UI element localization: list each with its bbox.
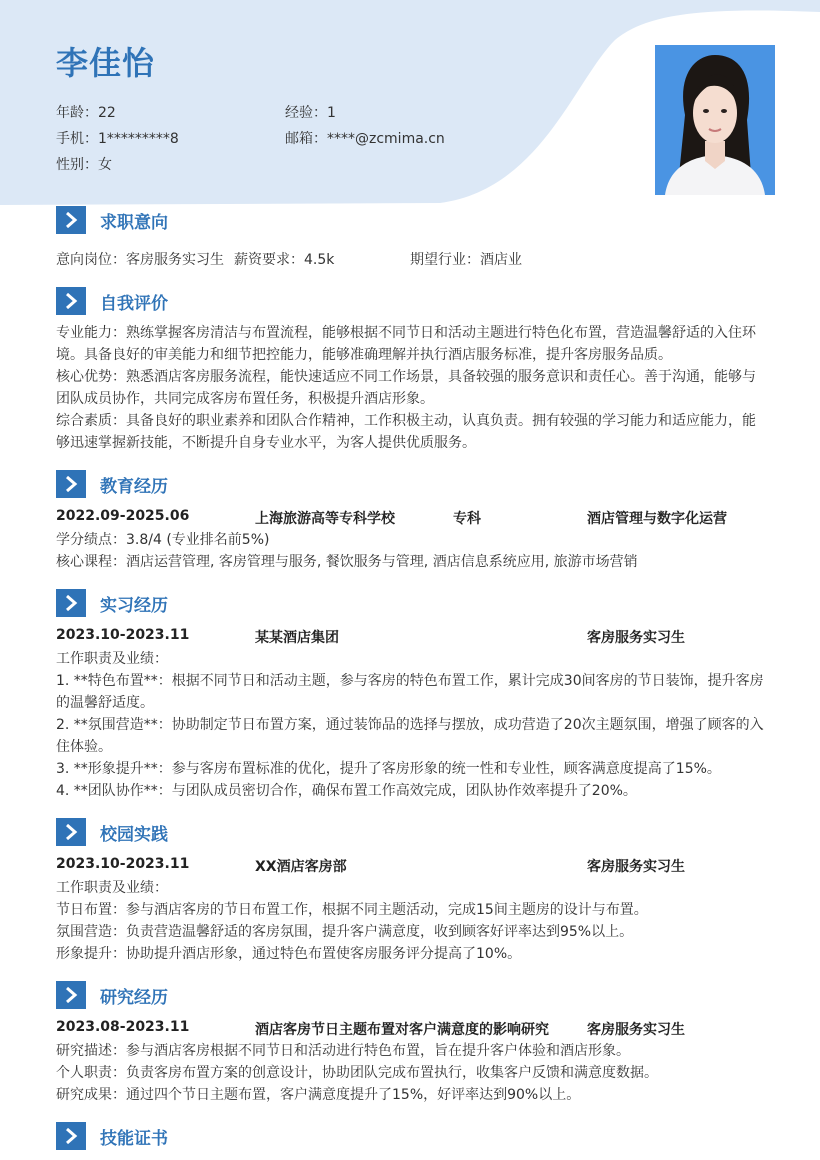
section-title-text: 实习经历 xyxy=(100,596,168,616)
intent-industry: 期望行业：酒店业 xyxy=(410,252,522,268)
section-title-text: 技能证书 xyxy=(100,1129,168,1149)
chevron-right-icon xyxy=(56,470,86,498)
internship-line: 3. **形象提升**：参与客房布置标准的优化，提升了客房形象的统一性和专业性，顾客满意度提高了15%。 xyxy=(56,761,721,777)
self-eval-paragraph: 专业能力：熟练掌握客房清洁与布置流程，能够根据不同节日和活动主题进行特色化布置，营造温馨舒适的入住环境。具备良好的审美能力和细节把控能力，能够准确理解并执行酒店服务标准，提升客房服务品质。 xyxy=(56,325,756,363)
research-role: 客房服务实习生 xyxy=(587,1022,685,1038)
section-title-text: 校园实践 xyxy=(100,825,168,845)
internship-role: 客房服务实习生 xyxy=(587,630,685,646)
campus-line: 节日布置：参与酒店客房的节日布置工作，根据不同主题活动，完成15间主题房的设计与布置。 xyxy=(56,902,648,918)
chevron-right-icon xyxy=(56,1122,86,1150)
internship-line: 4. **团队协作**：与团队成员密切合作，确保布置工作高效完成，团队协作效率提升了20%。 xyxy=(56,783,637,799)
campus-org: XX酒店客房部 xyxy=(255,859,347,875)
age-field: 年龄：22 xyxy=(56,105,116,121)
chevron-right-icon xyxy=(56,818,86,846)
research-line: 研究描述：参与酒店客房根据不同节日和活动进行特色布置，旨在提升客户体验和酒店形象。 xyxy=(56,1043,630,1059)
research-date: 2023.08-2023.11 xyxy=(56,1019,190,1035)
candidate-name: 李佳怡 xyxy=(56,44,156,82)
campus-line: 工作职责及业绩： xyxy=(56,880,168,896)
campus-line: 形象提升：协助提升酒店形象，通过特色布置使客房服务评分提高了10%。 xyxy=(56,946,522,962)
education-date: 2022.09-2025.06 xyxy=(56,508,190,524)
section-title-text: 求职意向 xyxy=(100,213,168,233)
internship-date: 2023.10-2023.11 xyxy=(56,627,190,643)
section-title-text: 教育经历 xyxy=(100,477,168,497)
phone-field: 手机：1*********8 xyxy=(56,131,179,147)
campus-role: 客房服务实习生 xyxy=(587,859,685,875)
section-title-text: 自我评价 xyxy=(100,294,168,314)
self-eval-paragraph: 核心优势：熟悉酒店客房服务流程，能快速适应不同工作场景，具备较强的服务意识和责任心。善于沟通，能够与团队成员协作，共同完成客房布置任务，积极提升酒店形象。 xyxy=(56,369,756,407)
research-topic: 酒店客房节日主题布置对客户满意度的影响研究 xyxy=(255,1022,549,1038)
internship-company: 某某酒店集团 xyxy=(255,630,339,646)
profile-photo xyxy=(655,45,775,195)
experience-field: 经验：1 xyxy=(285,105,336,121)
education-major: 酒店管理与数字化运营 xyxy=(587,511,727,527)
chevron-right-icon xyxy=(56,589,86,617)
gender-field: 性别：女 xyxy=(56,157,112,173)
section-title-text: 研究经历 xyxy=(100,988,168,1008)
internship-line: 1. **特色布置**：根据不同节日和活动主题，参与客房的特色布置工作，累计完成30间客房的节日装饰，提升客房的温馨舒适度。 xyxy=(56,673,764,711)
self-eval-paragraph: 综合素质：具备良好的职业素养和团队合作精神，工作积极主动，认真负责。拥有较强的学习能力和适应能力，能够迅速掌握新技能，不断提升自身专业水平，为客人提供优质服务。 xyxy=(56,413,756,451)
chevron-right-icon xyxy=(56,981,86,1009)
campus-line: 氛围营造：负责营造温馨舒适的客房氛围，提升客户满意度，收到顾客好评率达到95%以上。 xyxy=(56,924,634,940)
education-school: 上海旅游高等专科学校 xyxy=(255,511,395,527)
education-courses: 核心课程：酒店运营管理, 客房管理与服务, 餐饮服务与管理, 酒店信息系统应用, 旅游市场营销 xyxy=(56,554,638,570)
research-line: 个人职责：负责客房布置方案的创意设计，协助团队完成布置执行，收集客户反馈和满意度数据。 xyxy=(56,1065,658,1081)
email-field: 邮箱：****@zcmima.cn xyxy=(285,131,445,147)
campus-date: 2023.10-2023.11 xyxy=(56,856,190,872)
intent-salary: 薪资要求：4.5k xyxy=(234,252,335,268)
chevron-right-icon xyxy=(56,287,86,315)
intent-position: 意向岗位：客房服务实习生 xyxy=(56,252,224,268)
chevron-right-icon xyxy=(56,206,86,234)
internship-line: 2. **氛围营造**：协助制定节日布置方案，通过装饰品的选择与摆放，成功营造了20次主题氛围，增强了顾客的入住体验。 xyxy=(56,717,764,755)
education-degree: 专科 xyxy=(453,511,481,527)
research-line: 研究成果：通过四个节日主题布置，客户满意度提升了15%，好评率达到90%以上。 xyxy=(56,1087,581,1103)
internship-line: 工作职责及业绩： xyxy=(56,651,168,667)
education-gpa: 学分绩点：3.8/4 (专业排名前5%) xyxy=(56,532,270,548)
